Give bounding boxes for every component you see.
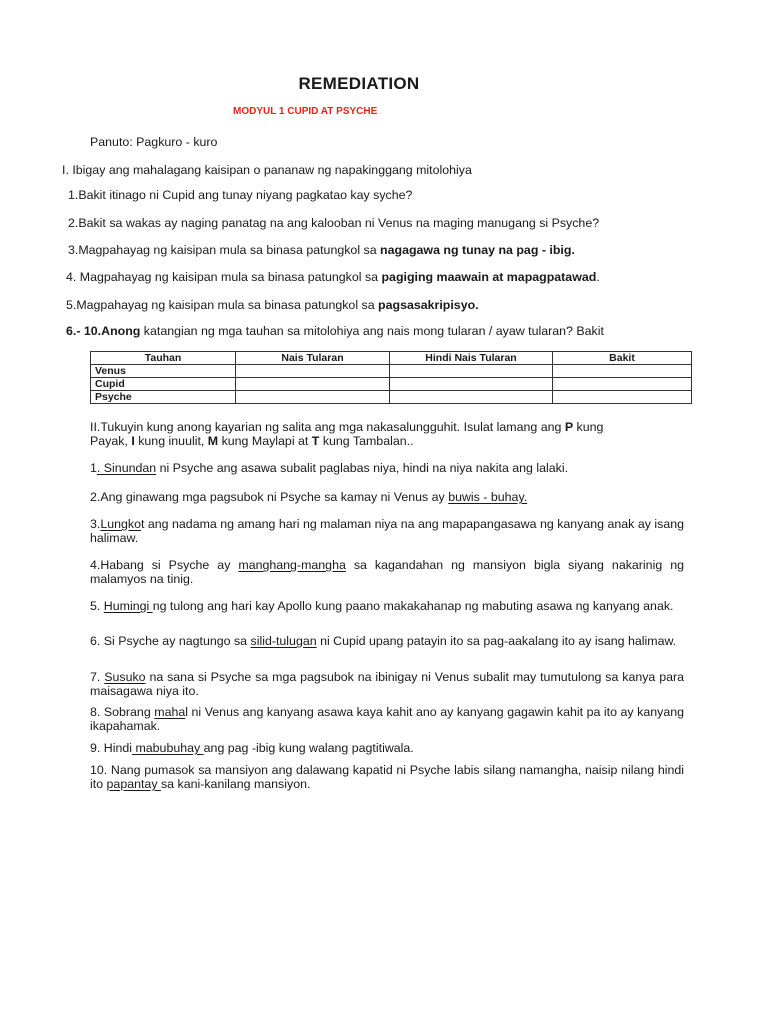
sentence-text: ang pag -ibig kung walang pagtitiwala. [203, 741, 414, 755]
underlined-word: manghang-mangha [238, 558, 346, 572]
question-5-text: 5.Magpahayag ng kaisipan mula sa binasa patungkol sa [66, 298, 379, 312]
table-cell-empty[interactable] [553, 378, 692, 391]
column-header-hindi-nais-tularan: Hindi Nais Tularan [390, 352, 553, 365]
part2-intro-line-1 [90, 420, 603, 434]
table-row [91, 391, 692, 404]
traits-table [90, 351, 692, 404]
sentence-9 [90, 741, 414, 755]
sentence-text: 9. Hindi [90, 741, 133, 755]
underlined-word: Humingi [103, 599, 153, 613]
sentence-10 [90, 763, 684, 791]
letter-t: T [311, 434, 320, 448]
part2-intro-text: kung Tambalan.. [319, 434, 414, 448]
sentence-text: 7. [90, 670, 105, 684]
question-4-end: . [596, 270, 600, 284]
underlined-word: Susuko [104, 670, 146, 684]
column-header-nais-tularan: Nais Tularan [236, 352, 390, 365]
question-6-10-number: 6.- 10.Anong [66, 324, 141, 338]
part2-intro-text: kung Maylapi at [218, 434, 312, 448]
table-cell-empty[interactable] [553, 391, 692, 404]
underlined-word: buwis - buhay. [448, 490, 528, 504]
underlined-word: maha [154, 705, 186, 719]
question-3-text: 3.Magpahayag ng kaisipan mula sa binasa patungkol sa [68, 243, 381, 257]
sentence-text: 3. [90, 517, 101, 531]
question-6-10 [66, 324, 604, 338]
table-cell-tauhan: Psyche [91, 391, 236, 404]
question-5 [66, 298, 479, 312]
table-cell-empty[interactable] [390, 378, 553, 391]
question-3-topic: nagagawa ng tunay na pag - ibig. [380, 243, 575, 257]
part1-heading: I. Ibigay ang mahalagang kaisipan o pananaw ng napakinggang mitolohiya [62, 163, 472, 177]
question-3 [68, 243, 575, 257]
question-4 [66, 270, 600, 284]
sentence-2 [90, 490, 527, 504]
sentence-text: 4.Habang si Psyche ay [90, 558, 239, 572]
table-row [91, 378, 692, 391]
question-2: 2.Bakit sa wakas ay naging panatag na ang kalooban ni Venus na maging manugang si Psyche? [68, 216, 600, 230]
sentence-text: t ang nadama ng amang hari ng malaman niya na ang mapapangasawa ng kanyang anak ay isang halimaw. [90, 517, 684, 545]
table-cell-tauhan: Cupid [91, 378, 236, 391]
underlined-word: mabubuhay [132, 741, 204, 755]
sentence-text: ng tulong ang hari kay Apollo kung paano makakahanap ng mabuting asawa ng kanyang anak. [152, 599, 674, 613]
module-subtitle: MODYUL 1 CUPID AT PSYCHE [233, 106, 378, 117]
table-cell-empty[interactable] [236, 378, 390, 391]
sentence-text: sa kani-kanilang mansiyon. [160, 777, 311, 791]
sentence-7 [90, 670, 684, 698]
letter-p: P [564, 420, 574, 434]
question-4-text: 4. Magpahayag ng kaisipan mula sa binasa patungkol sa [66, 270, 382, 284]
question-6-10-text: katangian ng mga tauhan sa mitolohiya ang nais mong tularan / ayaw tularan? Bakit [140, 324, 604, 338]
table-cell-tauhan: Venus [91, 365, 236, 378]
sentence-6 [90, 634, 684, 648]
column-header-bakit: Bakit [553, 352, 692, 365]
sentence-text: l ni Venus ang kanyang asawa kaya kahit ano ay kanyang gagawin kahit pa ito ay kanyang ikapahamak. [90, 705, 684, 733]
table-cell-empty[interactable] [236, 365, 390, 378]
question-4-topic: pagiging maawain at mapagpatawad [381, 270, 597, 284]
underlined-word: papantay [106, 777, 161, 791]
underlined-word: Lungko [100, 517, 141, 531]
part2-intro-text: II.Tukuyin kung anong kayarian ng salita ang mga nakasalungguhit. Isulat lamang ang [90, 420, 565, 434]
sentence-text: 10. Nang pumasok sa mansiyon ang dalawang kapatid ni Psyche labis silang namangha, naisip nilang hindi ito [90, 763, 684, 791]
part2-intro-text: Payak, [90, 434, 132, 448]
part2-intro-text: kung inuulit, [134, 434, 208, 448]
table-row [91, 365, 692, 378]
sentence-text: na sana si Psyche sa mga pagsubok na ibinigay ni Venus subalit may tumutulong sa kanya para maisagawa niya ito. [90, 670, 684, 698]
sentence-text: ni Cupid upang patayin ito sa pag-aakalang ito ay isang halimaw. [316, 634, 677, 648]
column-header-tauhan: Tauhan [91, 352, 236, 365]
table-cell-empty[interactable] [390, 365, 553, 378]
instructions: Panuto: Pagkuro - kuro [90, 135, 218, 149]
page-title: REMEDIATION [298, 74, 420, 93]
question-1: 1.Bakit itinago ni Cupid ang tunay niyang pagkatao kay syche? [68, 188, 413, 202]
sentence-1 [90, 461, 568, 475]
sentence-text: 2.Ang ginawang mga pagsubok ni Psyche sa kamay ni Venus ay [90, 490, 449, 504]
sentence-text: sa kagandahan ng mansiyon bigla siyang nakarinig ng malamyos na tinig. [90, 558, 684, 586]
sentence-8 [90, 705, 684, 733]
sentence-text: ni Psyche ang asawa subalit paglabas niya, hindi na niya nakita ang lalaki. [156, 461, 569, 475]
sentence-text: 8. Sobrang [90, 705, 155, 719]
sentence-5 [90, 599, 684, 613]
sentence-3 [90, 517, 684, 545]
table-cell-empty[interactable] [390, 391, 553, 404]
letter-m: M [207, 434, 219, 448]
sentence-text: 5. [90, 599, 104, 613]
letter-i: I [131, 434, 135, 448]
table-cell-empty[interactable] [236, 391, 390, 404]
table-cell-empty[interactable] [553, 365, 692, 378]
sentence-text: 1 [90, 461, 97, 475]
question-5-topic: pagsasakripisyo. [378, 298, 479, 312]
table-header-row [91, 352, 692, 365]
underlined-word: silid-tulugan [250, 634, 317, 648]
sentence-text: 6. Si Psyche ay nagtungo sa [90, 634, 251, 648]
part2-intro-line-2 [90, 434, 414, 448]
part2-intro-text: kung [573, 420, 604, 434]
underlined-word: . Sinundan [96, 461, 157, 475]
sentence-4 [90, 558, 684, 586]
